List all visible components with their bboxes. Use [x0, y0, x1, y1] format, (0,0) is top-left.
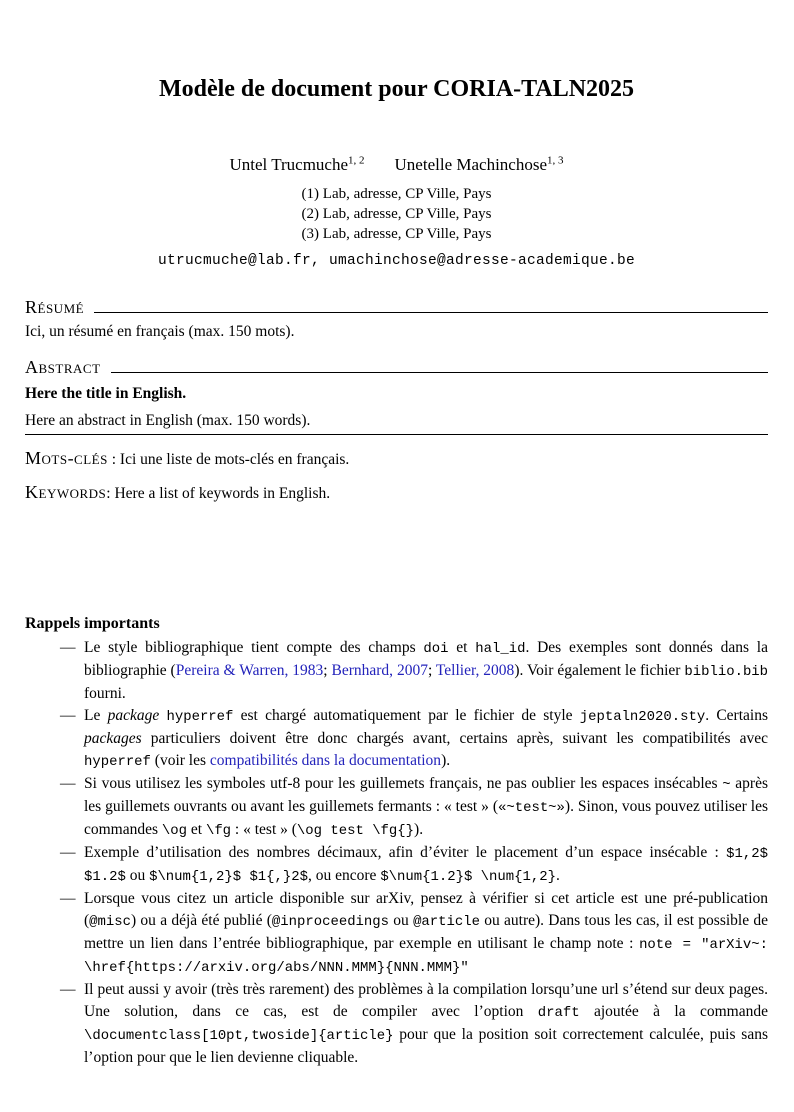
author-1	[230, 155, 365, 174]
inline-text: ou autre). Dans tous les cas, il est possible de mettre un lien dans l’entrée bibliographique, par exemple en utilisant le champ note :	[84, 912, 768, 953]
inline-text: ).	[441, 752, 451, 770]
inline-text: Le style bibliographique tient compte des champs	[84, 639, 424, 657]
inline-text: ;	[427, 662, 436, 680]
rappels-heading: Rappels importants	[25, 615, 160, 633]
rappel-item-1	[60, 637, 768, 705]
affiliation-line-3: (3) Lab, adresse, CP Ville, Pays	[301, 226, 492, 243]
inline-mono: «~test~»	[498, 800, 565, 817]
inline-text: . Certains	[705, 707, 768, 725]
inline-text: particuliers doivent être donc chargés avant, certains après, suivant les compatibilités avec	[141, 730, 768, 748]
resume-section-header	[25, 296, 768, 319]
author-name: Untel Trucmuche	[229, 155, 349, 175]
item-text	[84, 775, 768, 838]
abstract-section-header	[25, 356, 768, 379]
mots-cles-text: Ici une liste de mots-clés en français.	[119, 451, 350, 469]
abstract-bottom-rule	[25, 434, 768, 435]
affiliation-line-1: (1) Lab, adresse, CP Ville, Pays	[301, 186, 492, 203]
resume-label: Résumé	[25, 297, 85, 318]
author-emails: utrucmuche@lab.fr, umachinchose@adresse-academique.be	[157, 253, 636, 270]
rappel-item-5	[60, 888, 768, 979]
inline-mono: \og	[161, 823, 188, 840]
inline-mono: @inproceedings	[271, 914, 390, 931]
inline-mono: \og test \fg{}	[296, 823, 415, 840]
inline-mono: $\num{1,2}$ $1{,}2$	[149, 869, 308, 886]
inline-mono: note = "arXiv~: \href{https://arxiv.org/abs/NNN.MMM}{NNN.MMM}"	[84, 937, 768, 977]
item-text	[84, 890, 768, 975]
inline-text: , ou encore	[308, 867, 381, 885]
affiliation-line-2: (2) Lab, adresse, CP Ville, Pays	[301, 206, 492, 223]
english-title: Here the title in English.	[25, 385, 187, 403]
item-bullet: —	[60, 844, 76, 862]
item-text	[84, 981, 768, 1066]
inline-italic: packages	[84, 730, 142, 748]
inline-hyperlink[interactable]: compatibilités dans la documentation	[209, 752, 442, 770]
abstract-label: Abstract	[25, 357, 101, 378]
inline-text: ). Sinon, vous pouvez utiliser les commandes	[84, 798, 769, 839]
rappels-list	[60, 637, 768, 1069]
inline-mono: ~	[722, 777, 731, 794]
inline-text: pour que la position soit correctement calculée, puis sans l’option pour que le lien devienne cliquable.	[84, 1026, 768, 1067]
mots-cles-separator: :	[107, 451, 120, 469]
author-affiliation-sup: 1, 2	[348, 154, 365, 167]
keywords-line	[25, 481, 768, 505]
abstract-text: Here an abstract in English (max. 150 words).	[25, 412, 311, 430]
inline-mono: hal_id	[475, 641, 526, 658]
keywords-text: Here a list of keywords in English.	[114, 485, 331, 503]
inline-mono: \fg	[205, 823, 232, 840]
inline-hyperlink[interactable]: Tellier, 2008	[435, 662, 515, 680]
item-bullet: —	[60, 890, 76, 908]
author-2	[395, 155, 564, 174]
inline-text: Si vous utilisez les symboles utf-8 pour les guillemets français, ne pas oublier les espaces insécables	[84, 775, 723, 793]
item-bullet: —	[60, 981, 76, 999]
inline-text: ) ou a déjà été publié (	[131, 912, 272, 930]
inline-mono: @misc	[89, 914, 131, 931]
inline-mono: draft	[537, 1005, 580, 1022]
inline-mono: $1,2$ $1.2$	[84, 846, 768, 886]
inline-text: Le	[84, 707, 108, 725]
item-bullet: —	[60, 775, 76, 793]
inline-mono: hyperref	[84, 754, 151, 771]
inline-mono: $\num{1.2}$ \num{1,2}	[380, 869, 556, 886]
inline-text: ). Voir également le fichier	[514, 662, 685, 680]
resume-text: Ici, un résumé en français (max. 150 mots).	[25, 323, 295, 341]
inline-text: ou	[389, 912, 414, 930]
inline-text: .	[555, 867, 560, 885]
paper-title: Modèle de document pour CORIA-TALN2025	[158, 76, 635, 102]
inline-text: est chargé automatiquement par le fichier de style	[233, 707, 580, 725]
inline-text: après les guillemets ouvrants ou avant les guillemets fermants : « test » (	[84, 775, 769, 816]
inline-text: (voir les	[150, 752, 210, 770]
item-bullet: —	[60, 707, 76, 725]
inline-hyperlink[interactable]: Bernhard, 2007	[331, 662, 428, 680]
rappel-item-4	[60, 842, 768, 888]
inline-mono: biblio.bib	[684, 664, 769, 681]
inline-mono: \documentclass[10pt,twoside]{article}	[84, 1028, 394, 1045]
inline-hyperlink[interactable]: Pereira & Warren, 1983	[175, 662, 324, 680]
inline-mono: doi	[423, 641, 449, 658]
item-text	[84, 639, 768, 702]
inline-text: ;	[323, 662, 332, 680]
inline-mono: hyperref	[166, 709, 234, 726]
rappel-item-2	[60, 705, 768, 773]
inline-mono: @article	[413, 914, 480, 931]
inline-text: Lorsque vous citez un article disponible sur arXiv, pensez à vérifier si cet article est une pré-publication (	[84, 890, 768, 930]
inline-text: Il peut aussi y avoir (très très rarement) des problèmes à la compilation lorsqu’une url s’étend sur deux pages. Une solution, dans ce cas, est de compiler avec l’option	[84, 981, 768, 1021]
inline-text: Exemple d’utilisation des nombres décimaux, afin d’éviter le placement d’un espace insécable :	[84, 844, 727, 862]
inline-text: ).	[414, 821, 424, 839]
item-text	[84, 844, 768, 884]
inline-italic: package	[107, 707, 160, 725]
rappel-item-6	[60, 979, 768, 1069]
inline-text: . Des exemples sont donnés dans la bibliographie (	[84, 639, 768, 680]
keywords-separator: :	[106, 485, 115, 503]
mots-cles-label: Mots-clés	[25, 448, 108, 469]
inline-text: et	[187, 821, 206, 839]
item-text	[84, 707, 768, 769]
abstract-header-rule	[111, 372, 768, 373]
inline-mono: jeptaln2020.sty	[579, 709, 706, 726]
inline-text: fourni.	[84, 685, 126, 703]
resume-header-rule	[94, 312, 768, 313]
inline-text: ajoutée à la commande	[579, 1003, 768, 1021]
author-affiliation-sup: 1, 3	[547, 154, 564, 167]
inline-text: ou	[125, 867, 150, 885]
mots-cles-line	[25, 447, 768, 471]
author-name: Unetelle Machinchose	[394, 155, 547, 175]
rappel-item-3	[60, 773, 768, 842]
keywords-label: Keywords	[25, 482, 107, 503]
item-bullet: —	[60, 639, 76, 657]
authors-line	[25, 150, 768, 177]
inline-text: et	[448, 639, 476, 657]
inline-text: : « test » (	[231, 821, 297, 839]
